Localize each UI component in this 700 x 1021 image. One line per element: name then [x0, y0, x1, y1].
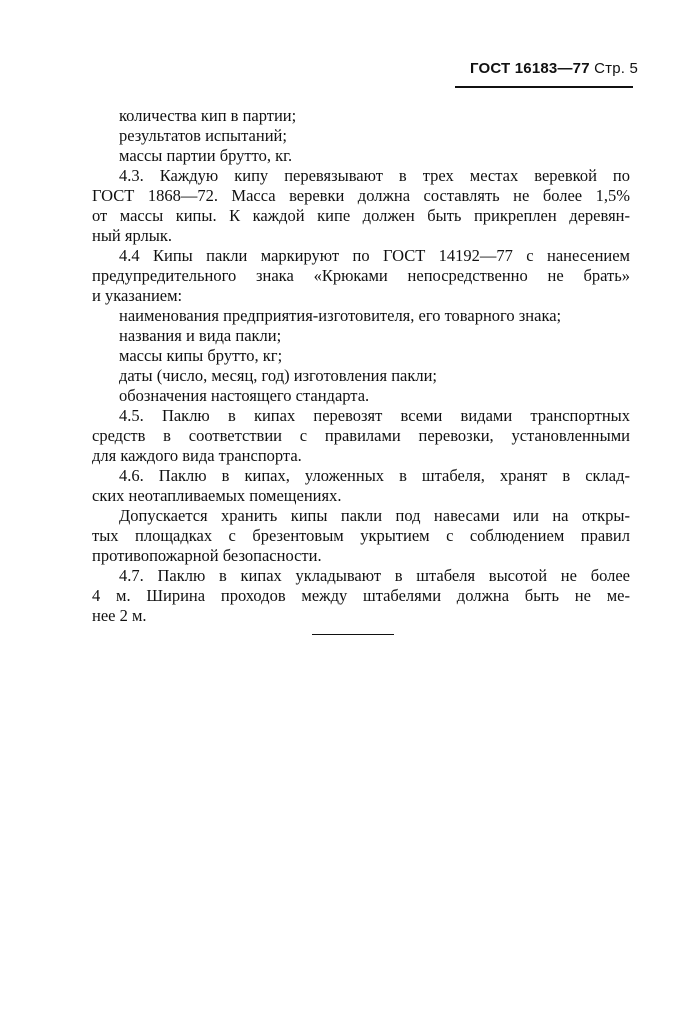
paragraph-line: для каждого вида транспорта. [92, 446, 302, 465]
paragraph-line: противопожарной безопасности. [92, 546, 322, 565]
page-header [470, 60, 639, 77]
paragraph-line: 4.7. Паклю в кипах укладывают в штабеля высотой не более [119, 566, 630, 585]
paragraph-4-5 [92, 406, 630, 466]
paragraph-4-4 [92, 246, 630, 306]
list-item: массы кипы брутто, кг; [119, 346, 283, 365]
header-rule [455, 86, 633, 88]
list-item: обозначения настоящего стандарта. [119, 386, 370, 405]
paragraph-line: нее 2 м. [92, 606, 147, 625]
paragraph-line: 4.4 Кипы пакли маркируют по ГОСТ 14192—77 с нанесением [119, 246, 630, 265]
end-rule [312, 634, 394, 635]
page-number: Стр. 5 [594, 60, 639, 77]
paragraph-line: и указанием: [92, 286, 183, 305]
list-item: наименования предприятия-изготовителя, его товарного знака; [119, 306, 562, 325]
list-item: даты (число, месяц, год) изготовления пакли; [119, 366, 438, 385]
marking-list [92, 306, 630, 406]
list-item: результатов испытаний; [119, 126, 287, 145]
list-continuation [92, 106, 630, 166]
list-item: массы партии брутто, кг. [119, 146, 293, 165]
paragraph-line: предупредительного знака «Крюками непосредственно не брать» [92, 266, 630, 285]
paragraph-4-6 [92, 466, 630, 506]
paragraph-line: от массы кипы. К каждой кипе должен быть прикреплен деревян- [92, 206, 630, 225]
standard-number: ГОСТ 16183—77 [470, 60, 590, 77]
paragraph-4-3 [92, 166, 630, 246]
paragraph-line: 4.3. Каждую кипу перевязывают в трех местах веревкой по [119, 166, 630, 185]
paragraph-line: 4.5. Паклю в кипах перевозят всеми видами транспортных [119, 406, 630, 425]
paragraph-4-7 [92, 566, 630, 626]
paragraph-line: ный ярлык. [92, 226, 172, 245]
paragraph-line: ГОСТ 1868—72. Масса веревки должна составлять не более 1,5% [92, 186, 630, 205]
paragraph-line: 4 м. Ширина проходов между штабелями должна быть не ме- [92, 586, 630, 605]
document-body [92, 106, 630, 626]
list-item: количества кип в партии; [119, 106, 297, 125]
paragraph-line: средств в соответствии с правилами перевозки, установленными [92, 426, 630, 445]
paragraph-line: тых площадках с брезентовым укрытием с соблюдением правил [92, 526, 630, 545]
paragraph-4-6-storage [92, 506, 630, 566]
list-item: названия и вида пакли; [119, 326, 282, 345]
paragraph-line: 4.6. Паклю в кипах, уложенных в штабеля, хранят в склад- [119, 466, 630, 485]
paragraph-line: Допускается хранить кипы пакли под навесами или на откры- [119, 506, 630, 525]
paragraph-line: ских неотапливаемых помещениях. [92, 486, 342, 505]
